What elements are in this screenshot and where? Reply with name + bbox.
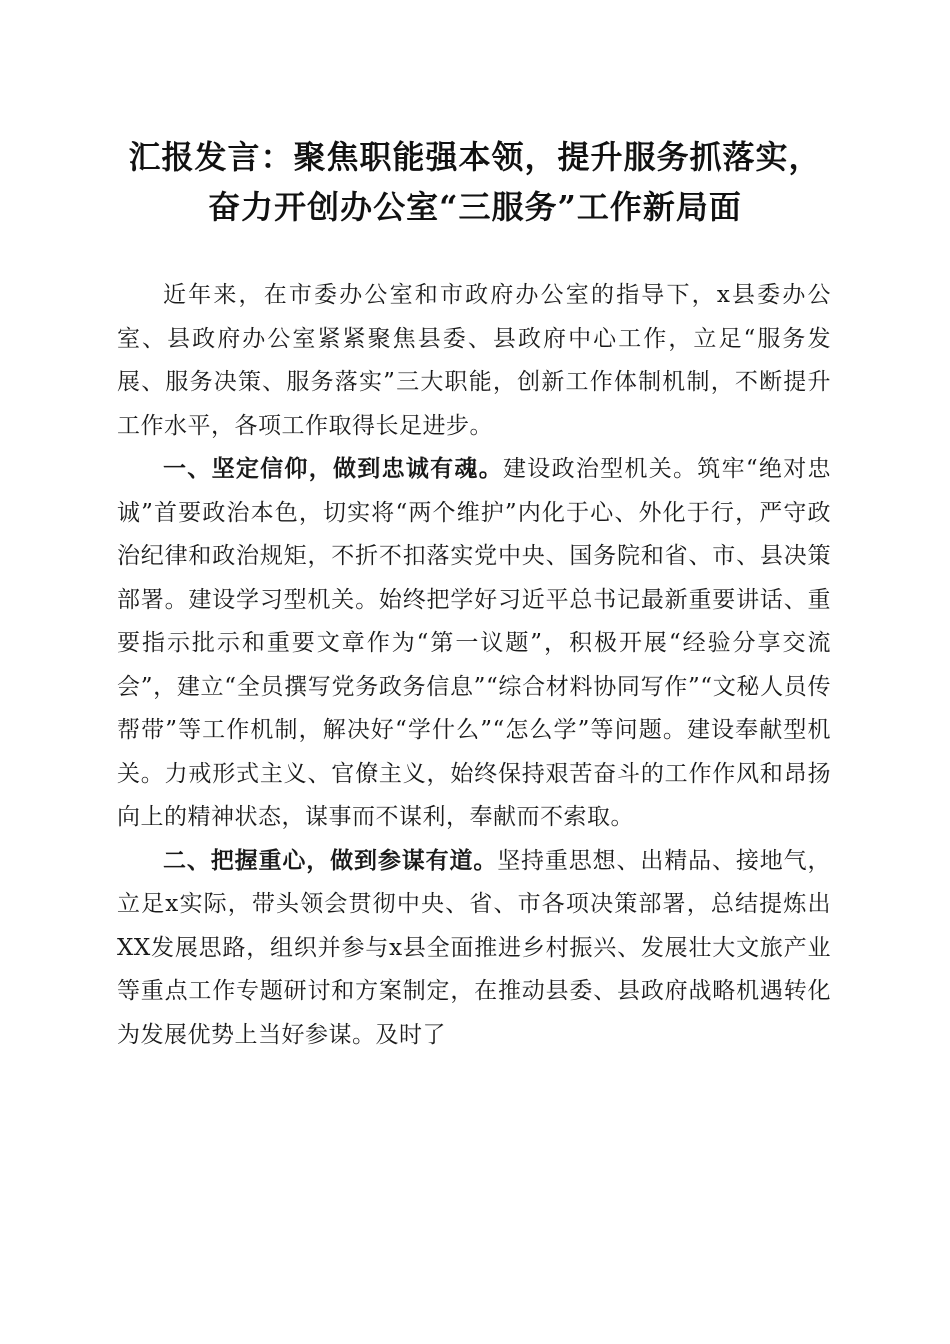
paragraph-text: 坚持重思想、出精品、接地气，立足x实际，带头领会贯彻中央、省、市各项决策部署，总结提炼出XX发展思路，组织并参与x县全面推进乡村振兴、发展壮大文旅产业等重点工作专题研讨和方案制定，在推动县委、县政府战略机遇转化为发展优势上当好参谋。及时了	[117, 847, 832, 1048]
paragraph-text: 建设政治型机关。筑牢“绝对忠诚”首要政治本色，切实将“两个维护”内化于心、外化于行，严守政治纪律和政治规矩，不折不扣落实党中央、国务院和省、市、县决策部署。建设学习型机关。始终把学好习近平总书记最新重要讲话、重要指示批示和重要文章作为“第一议题”，积极开展“经验分享交流会”，建立“全员撰写党务政务信息”“综合材料协同写作”“文秘人员传帮带”等工作机制，解决好“学什么”“怎么学”等问题。建设奉献型机关。力戒形式主义、官僚主义，始终保持艰苦奋斗的工作作风和昂扬向上的精神状态，谋事而不谋利，奉献而不索取。	[117, 456, 831, 830]
section-heading: 一、坚定信仰，做到忠诚有魂。	[163, 456, 504, 482]
title-line-1: 汇报发言：聚焦职能强本领，提升服务抓落实，	[128, 138, 822, 176]
title-line-2: 奋力开创办公室“三服务”工作新局面	[208, 188, 742, 226]
paragraph-section-1	[117, 448, 831, 840]
paragraph-section-2	[117, 840, 831, 1058]
paragraph-text: 近年来，在市委办公室和市政府办公室的指导下，x县委办公室、县政府办公室紧紧聚焦县委、县政府中心工作，立足“服务发展、服务决策、服务落实”三大职能，创新工作体制机制，不断提升工作水平，各项工作取得长足进步。	[117, 282, 831, 439]
document-title	[60, 132, 890, 232]
paragraph-intro	[117, 274, 831, 448]
document-body	[117, 274, 831, 1057]
section-heading: 二、把握重心，做到参谋有道。	[163, 847, 498, 874]
